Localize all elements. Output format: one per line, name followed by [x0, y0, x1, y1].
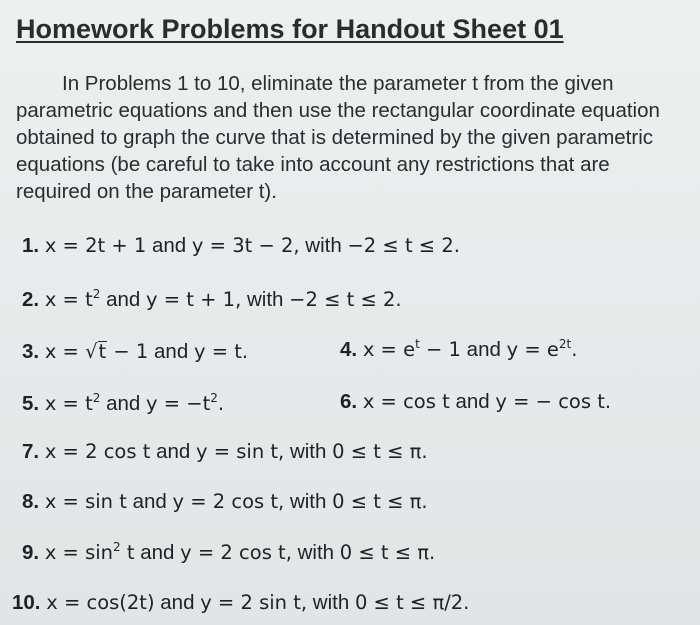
condition-word: with: [289, 490, 327, 513]
instructions-line: parametric equations and then use the rectangular coordinate equation: [16, 99, 660, 122]
equation-x: $x = e^t - 1$: [362, 337, 461, 361]
equation-x: x = cos(2t): [46, 591, 155, 614]
equation-x: $x = t^2$: [44, 287, 101, 311]
equation-y: y = 2 sin t,: [200, 591, 308, 614]
problem-number: 1.: [22, 234, 40, 257]
condition-word: with: [297, 541, 335, 564]
condition-word: with: [312, 591, 350, 614]
problem-number: 3.: [22, 340, 40, 363]
equation-x: x = cos t: [362, 390, 450, 413]
instructions-line: equations (be careful to take into account any restrictions that are: [16, 153, 610, 176]
conjunction: and: [106, 392, 141, 415]
problem-number: 8.: [22, 490, 40, 513]
problem-number: 6.: [340, 390, 358, 413]
conjunction: and: [455, 390, 490, 413]
equation-y: y = − cos t.: [495, 390, 612, 413]
conjunction: and: [106, 288, 141, 311]
equation-y: y = 2 cos t,: [180, 541, 292, 564]
condition-word: with: [246, 288, 284, 311]
problem-7: [22, 440, 428, 464]
parameter-range: 0 ≤ t ≤ π/2.: [354, 591, 470, 614]
problem-8: [22, 490, 428, 514]
conjunction: and: [466, 338, 501, 361]
equation-y: $y = e^{2t}$.: [506, 337, 578, 361]
equation-y: y = sin t,: [195, 440, 285, 463]
problem-5: [22, 392, 224, 416]
equation-x: x = 2t + 1: [44, 234, 147, 257]
equation-y: y = t + 1,: [146, 288, 242, 311]
problem-number: 2.: [22, 288, 40, 311]
conjunction: and: [132, 490, 167, 513]
problem-number: 4.: [340, 338, 358, 361]
equation-x: x = 2 cos t: [44, 440, 151, 463]
parameter-range: −2 ≤ t ≤ 2.: [289, 288, 402, 311]
equation-x: x = sin t: [44, 490, 127, 513]
instructions-line: required on the parameter t).: [16, 180, 277, 203]
equation-y: y = 2 cos t,: [172, 490, 285, 513]
parameter-range: 0 ≤ t ≤ π.: [332, 440, 428, 463]
instructions-line: In Problems 1 to 10, eliminate the parameter t from the given: [62, 72, 614, 95]
condition-word: with: [305, 234, 342, 257]
conjunction: and: [154, 340, 189, 363]
problem-2: [22, 288, 402, 312]
parameter-range: 0 ≤ t ≤ π.: [332, 490, 428, 513]
parameter-range: 0 ≤ t ≤ π.: [339, 541, 436, 564]
instructions-line: obtained to graph the curve that is determined by the given parametric: [16, 126, 654, 149]
problem-6: [340, 390, 611, 414]
equation-x: $x = \sin^2 t$: [44, 540, 135, 564]
equation-x: x = √t − 1: [44, 340, 149, 363]
conjunction: and: [140, 541, 175, 564]
equation-x: $x = t^2$: [44, 391, 101, 415]
parameter-range: −2 ≤ t ≤ 2.: [347, 234, 460, 257]
problem-number: 5.: [22, 392, 40, 415]
problem-4: [340, 338, 577, 362]
problem-number: 10.: [12, 591, 41, 614]
page-title: Homework Problems for Handout Sheet 01: [16, 14, 564, 44]
instructions-paragraph: [16, 70, 686, 205]
condition-word: with: [289, 440, 327, 463]
equation-y: $y = -t^2$.: [146, 391, 225, 415]
conjunction: and: [156, 440, 191, 463]
equation-y: y = t.: [193, 340, 249, 363]
problem-number: 9.: [22, 541, 40, 564]
conjunction: and: [160, 591, 195, 614]
conjunction: and: [152, 234, 187, 257]
problem-3: [22, 340, 248, 364]
problem-10: [12, 591, 469, 615]
problem-number: 7.: [22, 440, 40, 463]
equation-y: y = 3t − 2,: [191, 234, 300, 257]
problem-1: [22, 234, 460, 258]
problem-9: [22, 541, 435, 565]
